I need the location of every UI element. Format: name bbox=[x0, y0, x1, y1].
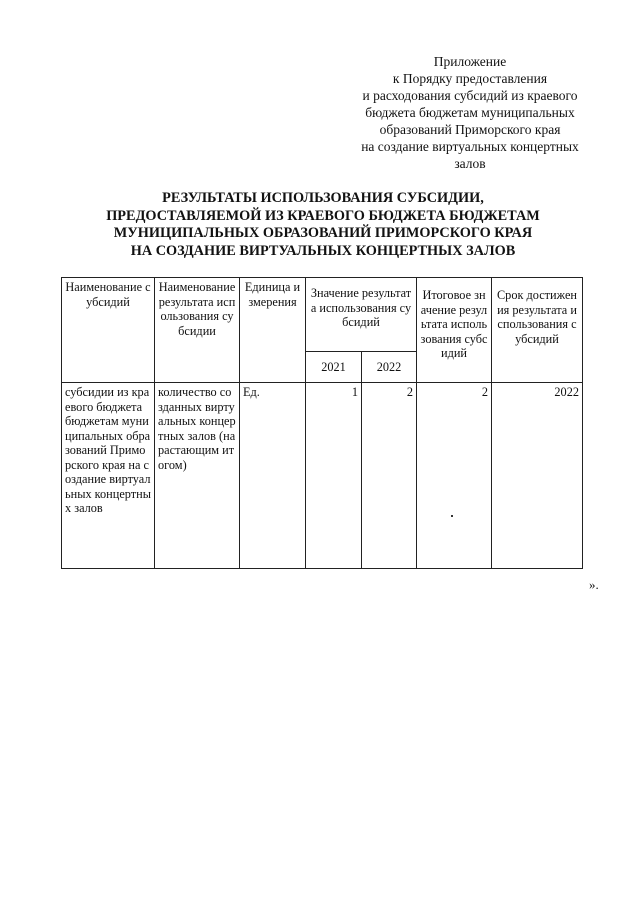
header-row bbox=[62, 278, 583, 352]
cell-final-value: 2 bbox=[417, 383, 492, 569]
annex-line: бюджета бюджетам муниципальных bbox=[365, 105, 575, 120]
header-year-2022: 2022 bbox=[362, 352, 417, 383]
annex-line: к Порядку предоставления bbox=[392, 71, 548, 86]
cell-value-2021: 1 bbox=[306, 383, 362, 569]
header-deadline: Срок достижения результата использования субсидий bbox=[492, 278, 583, 383]
annex-line: на создание виртуальных концертных bbox=[361, 139, 579, 154]
header-result-name: Наименование результата использования субсидии bbox=[155, 278, 240, 383]
cell-unit: Ед. bbox=[240, 383, 306, 569]
cell-result-name: количество созданных виртуальных концертных залов (нарастающим итогом) bbox=[155, 383, 240, 569]
results-table bbox=[61, 277, 583, 569]
document-title bbox=[64, 190, 582, 260]
annex-line: и расходования субсидий из краевого bbox=[362, 88, 578, 103]
annex-line: Приложение bbox=[433, 54, 507, 69]
title-line: НА СОЗДАНИЕ ВИРТУАЛЬНЫХ КОНЦЕРТНЫХ ЗАЛОВ bbox=[130, 242, 516, 259]
cell-value-2022: 2 bbox=[362, 383, 417, 569]
title-line: МУНИЦИПАЛЬНЫХ ОБРАЗОВАНИЙ ПРИМОРСКОГО КРАЯ bbox=[113, 225, 533, 241]
header-final-value: Итоговое значение результата использования субсидий bbox=[417, 278, 492, 383]
scan-speck bbox=[451, 515, 453, 517]
table-row bbox=[62, 383, 583, 569]
annex-line: залов bbox=[454, 156, 486, 171]
annex-line: образований Приморского края bbox=[379, 122, 561, 137]
cell-subsidy-name: субсидии из краевого бюджета бюджетам муниципальных образований Приморского края на создание виртуальных концертных залов bbox=[62, 383, 155, 569]
closing-quote: ». bbox=[589, 577, 599, 592]
header-year-2021: 2021 bbox=[306, 352, 362, 383]
header-subsidy-name: Наименование субсидий bbox=[62, 278, 155, 383]
annex-note bbox=[300, 53, 640, 172]
header-value-group: Значение результата использования субсидий bbox=[306, 278, 417, 352]
title-line: ПРЕДОСТАВЛЯЕМОЙ ИЗ КРАЕВОГО БЮДЖЕТА БЮДЖЕТАМ bbox=[106, 207, 540, 224]
cell-deadline: 2022 bbox=[492, 383, 583, 569]
header-unit: Единица измерения bbox=[240, 278, 306, 383]
title-line: РЕЗУЛЬТАТЫ ИСПОЛЬЗОВАНИЯ СУБСИДИИ, bbox=[162, 190, 484, 206]
